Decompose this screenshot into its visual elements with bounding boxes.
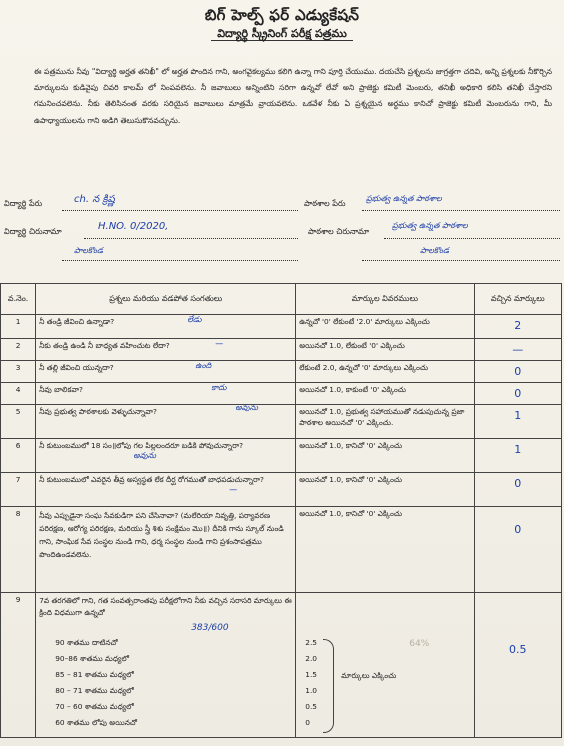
band-value: 0.5 xyxy=(305,702,318,711)
question-text: నీ కుటుంబములో ఎవరైన తీవ్ర అస్వస్థత లేక దీర్ఘ రోగముతో బాధపడుచున్నారా? xyxy=(39,475,264,484)
screening-table xyxy=(0,283,562,738)
student-address-line-2 xyxy=(62,260,298,261)
header-question: ప్రశ్నలు మరియు వడపోత సంగతులు xyxy=(36,284,296,315)
band-item: 85 – 81 శాతము మధ్యలో xyxy=(55,670,134,679)
band-item: 90–86 శాతము మధ్యలో xyxy=(55,654,130,663)
question-text: నీవు ఎప్పుడైనా సంఘ సేవకుడిగా పని చేసినావా? (మలేరియా నివృత్తి, పర్యావరణ పరిరక్షణ, ఆరోగ్య పరిరక్షణ, మరియు స్త్రీ శిశు సంక్షేమం మొ॥) దీనికి గాను స్కూల్ నుండి గాని, సాంఘిక సేవ సంస్థల నుండి గాని, ధర్మ సంస్థల నుండి గాని ప్రశంసాపత్రము పొందిఉండవలెను. xyxy=(39,511,284,559)
row-mark[interactable] xyxy=(474,593,561,738)
header-no: వ.నెం. xyxy=(1,284,36,315)
student-address-line xyxy=(84,238,298,239)
table-header-row xyxy=(1,284,562,315)
table-row xyxy=(1,361,562,383)
row-no: 5 xyxy=(1,405,36,439)
row-detail: అయినచో 1.0, ప్రభుత్వ సహాయముతో నడుపుచున్న ప్రజా పాఠశాల అయినచో '0' ఎక్కించు. xyxy=(296,405,474,439)
row-no: 3 xyxy=(1,361,36,383)
row-no: 7 xyxy=(1,473,36,507)
intro-paragraph: ఈ పత్రమును నీవు "విద్యార్థి అర్హత తనిఖీ" లో అర్హత పొందిన గాని, అంగవైకల్యము కలిగి ఉన్నా గాని పూర్తి చేయుము. దయచేసి ప్రశ్నలను జాగ్రత్తగా చదివి, అన్ని ప్రశ్నలకు నీకొర్చిన మార్కులను కుడివైపు చివరి కాలమ్ లో నింపవలెను. నీ జవాబులు అన్నింటిని సరిగా ఉన్నవో లేవో అని ప్రాజెక్టు కమిటీ మెంబరు, తనిఖీ అధికారి కలిసి తనిఖీ చేస్తారని గమనించవలెను. నీకు తెలిసినంత వరకు సరియైన జవాబులు మాత్రమే వ్రాయవలెను. ఒకవేళ నీకు ఏ ప్రశ్నయైన అర్థము కానిచో ప్రాజెక్టు కమిటీ మెంబరును గాని, మీ ఉపాధ్యాయులను గాని అడిగి తెలుసుకొనవచ్చును. xyxy=(34,67,552,125)
student-address-value-2[interactable]: పాలకొండ xyxy=(74,246,103,255)
band-value: 1.5 xyxy=(305,670,318,679)
row-mark[interactable] xyxy=(474,361,561,383)
row-mark[interactable] xyxy=(474,507,561,593)
row-detail xyxy=(296,593,474,738)
handwritten-answer: అవును xyxy=(133,451,156,460)
mark-value: 1 xyxy=(514,443,522,456)
question-text: నీ కుటుంబములో 18 సం॥లోపు గల పిల్లలందరూ బడికి పోవుచున్నారా? xyxy=(39,441,244,450)
school-name-value[interactable]: ప్రభుత్వ ఉన్నత పాఠశాల xyxy=(366,194,442,203)
row-mark[interactable] xyxy=(474,315,561,339)
band-item: 90 శాతము దాటినచో xyxy=(55,638,118,647)
mark-value: 0 xyxy=(514,477,522,490)
band-item: 60 శాతము లోపు అయినచో xyxy=(55,718,137,727)
mark-value: 0 xyxy=(514,387,522,400)
student-name-line xyxy=(62,210,298,211)
row-detail: లేకుంటే 2.0, ఉన్నచో '0' మార్కులు ఎక్కించు xyxy=(296,361,474,383)
row-mark[interactable] xyxy=(474,405,561,439)
handwritten-answer: — xyxy=(215,339,224,348)
row-no: 4 xyxy=(1,383,36,405)
row-detail: అయినచో 1.0, కాకుంటే '0' ఎక్కించు xyxy=(296,383,474,405)
school-address-label: పాఠశాల చిరునామా xyxy=(308,227,369,236)
row-detail: అయినచో 1.0, కానిచో '0' ఎక్కించు xyxy=(296,507,474,593)
row-detail: అయినచో 1.0, లేకుంటే '0' ఎక్కించు xyxy=(296,339,474,361)
row-mark[interactable] xyxy=(474,383,561,405)
handwritten-answer: — xyxy=(229,485,238,494)
question-text: 7వ తరగతిలో గాని, గత సంవత్సరాంతపు పరీక్షలోగాని నీకు వచ్చిన సరాసరి మార్కులు ఈ క్రింది విధముగా ఉన్నచో xyxy=(39,596,292,617)
row-question xyxy=(36,383,296,405)
row-question xyxy=(36,439,296,473)
row-detail: అయినచో 1.0, కానిచో '0' ఎక్కించు xyxy=(296,439,474,473)
student-name-value[interactable]: ch. న క్రిష్ణ xyxy=(74,194,115,205)
row-mark[interactable] xyxy=(474,439,561,473)
question-text: నీ తల్లి జీవించి యున్నదా? xyxy=(39,363,114,372)
form-title xyxy=(0,27,564,43)
row-no: 8 xyxy=(1,507,36,593)
row-mark[interactable] xyxy=(474,473,561,507)
percentage-bands xyxy=(55,635,245,731)
table-row xyxy=(1,439,562,473)
school-address-value-2[interactable]: పాలకొండ xyxy=(420,246,449,255)
detail-text: మార్కులు ఎక్కించు xyxy=(341,671,397,680)
school-address-line xyxy=(384,238,560,239)
handwritten-answer: అవును xyxy=(235,403,258,412)
table-row xyxy=(1,473,562,507)
student-fields xyxy=(0,188,564,270)
table-row xyxy=(1,383,562,405)
row-question xyxy=(36,507,296,593)
school-address-value[interactable]: ప్రభుత్వ ఉన్నత పాఠశాల xyxy=(392,221,468,230)
band-value: 2.5 xyxy=(305,638,318,647)
question-text: నీకు తండ్రి ఉండి నీ బాధ్యత వహించుట లేదా? xyxy=(39,341,170,350)
band-item: 80 – 71 శాతము మధ్యలో xyxy=(55,686,134,695)
handwritten-answer: లేడు xyxy=(187,315,202,324)
row-detail: ఉన్నచో '0' లేకుంటే '2.0' మార్కులు ఎక్కించు xyxy=(296,315,474,339)
handwritten-answer: కాదు xyxy=(211,383,227,392)
org-title: బిగ్ హెల్ప్ ఫర్ ఎడ్యుకేషన్ xyxy=(204,6,360,24)
table-row xyxy=(1,593,562,738)
band-value: 1.0 xyxy=(305,686,318,695)
mark-value: 2 xyxy=(514,319,522,332)
question-text: నీవు ప్రభుత్వ పాఠశాలకు వెళ్ళుచున్నావా? xyxy=(39,407,157,416)
faint-note: 64% xyxy=(409,639,430,649)
bracket xyxy=(323,639,334,733)
row-question xyxy=(36,339,296,361)
table-row xyxy=(1,405,562,439)
band-value: 2.0 xyxy=(305,654,318,663)
row-mark[interactable] xyxy=(474,339,561,361)
row-no: 1 xyxy=(1,315,36,339)
student-name-label: విద్యార్థి పేరు xyxy=(4,199,43,208)
mark-value: 1 xyxy=(514,409,522,422)
question-text: నీ తండ్రి జీవించి ఉన్నాడా? xyxy=(39,317,115,326)
row-question xyxy=(36,405,296,439)
school-name-line xyxy=(362,210,560,211)
school-address-line-2 xyxy=(362,260,560,261)
mark-value: 0 xyxy=(514,523,522,536)
row-no: 9 xyxy=(1,593,36,738)
row-no: 6 xyxy=(1,439,36,473)
row-question xyxy=(36,473,296,507)
table-row xyxy=(1,507,562,593)
form-title-text: విద్యార్థి స్క్రీనింగ్ పరీక్ష పత్రము xyxy=(211,27,353,41)
row-detail: అయినచో 1.0, కానిచో '0' ఎక్కించు xyxy=(296,473,474,507)
table-row xyxy=(1,315,562,339)
row-question xyxy=(36,315,296,339)
header-marks-obtained: వచ్చిన మార్కులు xyxy=(474,284,561,315)
question-text: నీవు బాలికవా? xyxy=(39,385,83,394)
header-marks-detail: మార్కుల వివరములు xyxy=(296,284,474,315)
row-no: 2 xyxy=(1,339,36,361)
mark-value: 0 xyxy=(514,365,522,378)
row-question xyxy=(36,593,296,738)
band-item: 70 – 60 శాతము మధ్యలో xyxy=(55,702,134,711)
student-address-value[interactable]: H.NO. 0/2020, xyxy=(98,221,169,232)
school-name-label: పాఠశాల పేరు xyxy=(304,199,346,208)
handwritten-answer: ఉంది xyxy=(195,361,212,370)
student-address-label: విద్యార్థి చిరునామా xyxy=(4,227,62,236)
row-question xyxy=(36,361,296,383)
handwritten-score: 383/600 xyxy=(191,623,229,633)
mark-value: — xyxy=(512,343,524,356)
band-value: 0 xyxy=(305,718,310,727)
table-row xyxy=(1,339,562,361)
mark-value: 0.5 xyxy=(509,643,527,656)
